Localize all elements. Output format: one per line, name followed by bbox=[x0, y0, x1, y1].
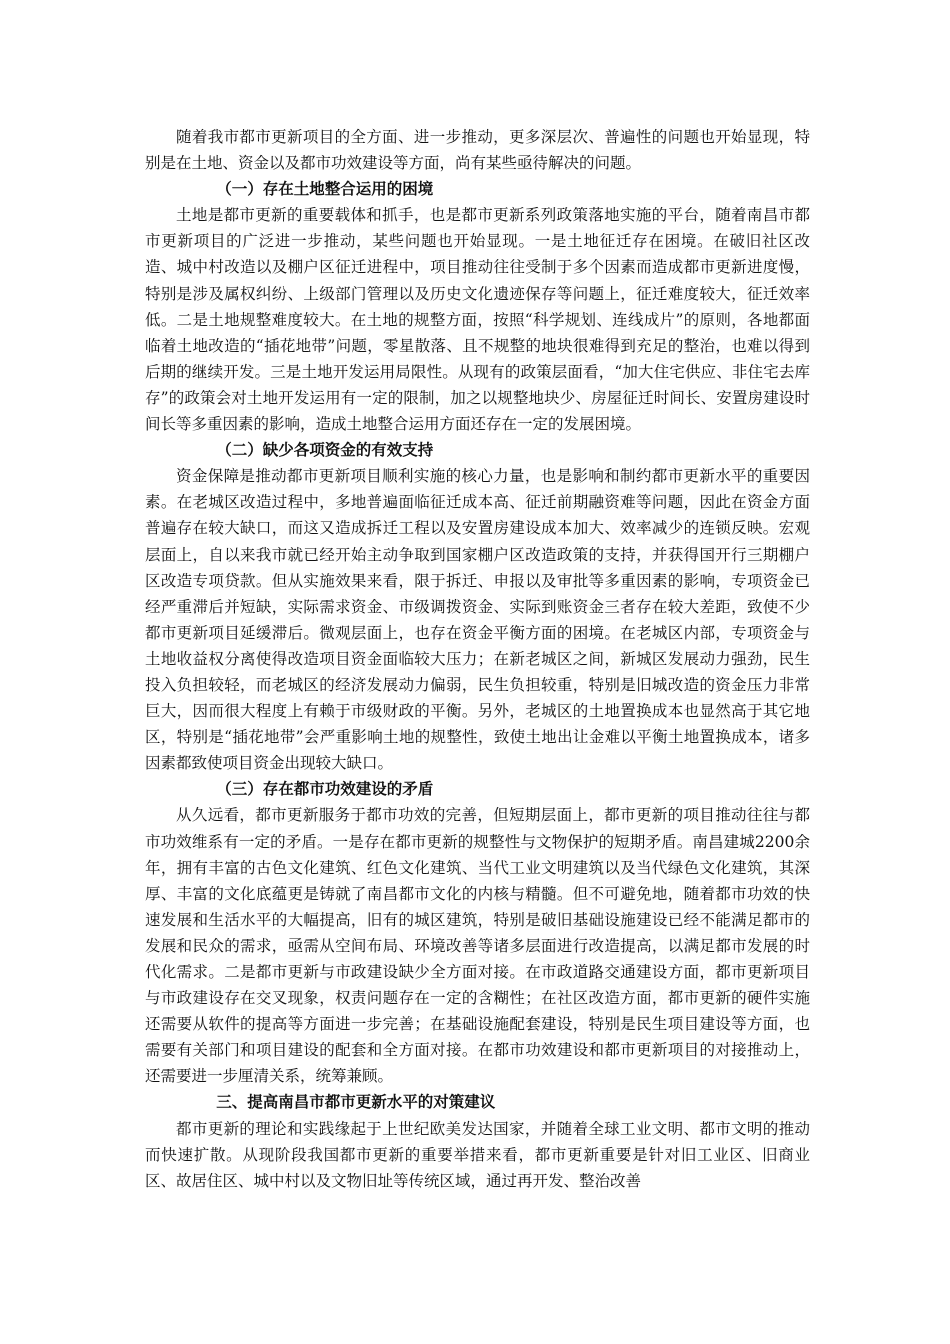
section-heading-land: （一）存在土地整合运用的困境 bbox=[216, 179, 434, 199]
paragraph-funds: 资金保障是推动都市更新项目顺利实施的核心力量，也是影响和制约都市更新水平的重要因素。在老城区改造过程中，多地普遍面临征迁成本高、征迁前期融资难等问题，因此在资金方面普遍存在较大缺口，而这又造成拆迁工程以及安置房建设成本加大、效率减少的连锁反映。宏观层面上，自以来我市就已经开始主动争取到国家棚户区改造政策的支持，并获得国开行三期棚户区改造专项贷款。但从实施效果来看，限于拆迁、申报以及审批等多重因素的影响，专项资金已经严重滞后并短缺，实际需求资金、市级调拨资金、实际到账资金三者存在较大差距，致使不少都市更新项目延缓滞后。微观层面上，也存在资金平衡方面的困境。在老城区内部，专项资金与土地收益权分离使得改造项目资金面临较大压力；在新老城区之间，新城区发展动力强劲，民生投入负担较轻，而老城区的经济发展动力偏弱，民生负担较重，特别是旧城改造的资金压力非常巨大，因而很大程度上有赖于市级财政的平衡。另外，老城区的土地置换成本也显然高于其它地区，特别是“插花地带”会严重影响土地的规整性，致使土地出让金难以平衡土地置换成本，诸多因素都致使项目资金出现较大缺口。 bbox=[145, 467, 810, 773]
document-page bbox=[145, 124, 810, 1194]
paragraph-suggestions: 都市更新的理论和实践缘起于上世纪欧美发达国家，并随着全球工业文明、都市文明的推动而快速扩散。从现阶段我国都市更新的重要举措来看，都市更新重要是针对旧工业区、旧商业区、故居住区、城中村以及文物旧址等传统区域，通过再开发、整治改善 bbox=[145, 1119, 810, 1190]
section-heading-funds: （二）缺少各项资金的有效支持 bbox=[216, 440, 434, 460]
section-heading-suggestions: 三、提高南昌市都市更新水平的对策建议 bbox=[216, 1092, 496, 1112]
paragraph-land: 土地是都市更新的重要载体和抓手，也是都市更新系列政策落地实施的平台，随着南昌市都市更新项目的广泛进一步推动，某些问题也开始显现。一是土地征迁存在困境。在破旧社区改造、城中村改造以及棚户区征迁进程中，项目推动往往受制于多个因素而造成都市更新进度慢，特别是涉及属权纠纷、上级部门管理以及历史文化遗迹保存等问题上，征迁难度较大，征迁效率低。二是土地规整难度较大。在土地的规整方面，按照“科学规划、连线成片”的原则，各地都面临着土地改造的“插花地带”问题，零星散落、且不规整的地块很难得到充足的整治，也难以得到后期的继续开发。三是土地开发运用局限性。从现有的政策层面看，“加大住宅供应、非住宅去库存”的政策会对土地开发运用有一定的限制，加之以规整地块少、房屋征迁时间长、安置房建设时间长等多重因素的影响，造成土地整合运用方面还存在一定的发展困境。 bbox=[145, 206, 810, 434]
paragraph-intro: 随着我市都市更新项目的全方面、进一步推动，更多深层次、普遍性的问题也开始显现，特别是在土地、资金以及都市功效建设等方面，尚有某些亟待解决的问题。 bbox=[145, 128, 810, 173]
section-heading-function: （三）存在都市功效建设的矛盾 bbox=[216, 779, 434, 799]
paragraph-function: 从久远看，都市更新服务于都市功效的完善，但短期层面上，都市更新的项目推动往往与都市功效维系有一定的矛盾。一是存在都市更新的规整性与文物保护的短期矛盾。南昌建城2200余年，拥有丰富的古色文化建筑、红色文化建筑、当代工业文明建筑以及当代绿色文化建筑，其深厚、丰富的文化底蕴更是铸就了南昌都市文化的内核与精髓。但不可避免地，随着都市功效的快速发展和生活水平的大幅提高，旧有的城区建筑，特别是破旧基础设施建设已经不能满足都市的发展和民众的需求，亟需从空间布局、环境改善等诸多层面进行改造提高，以满足都市发展的时代化需求。二是都市更新与市政建设缺少全方面对接。在市政道路交通建设方面，都市更新项目与市政建设存在交叉现象，权责问题存在一定的含糊性；在社区改造方面，都市更新的硬件实施还需要从软件的提高等方面进一步完善；在基础设施配套建设，特别是民生项目建设等方面，也需要有关部门和项目建设的配套和全方面对接。在都市功效建设和都市更新项目的对接推动上，还需要进一步厘清关系，统筹兼顾。 bbox=[145, 806, 810, 1086]
